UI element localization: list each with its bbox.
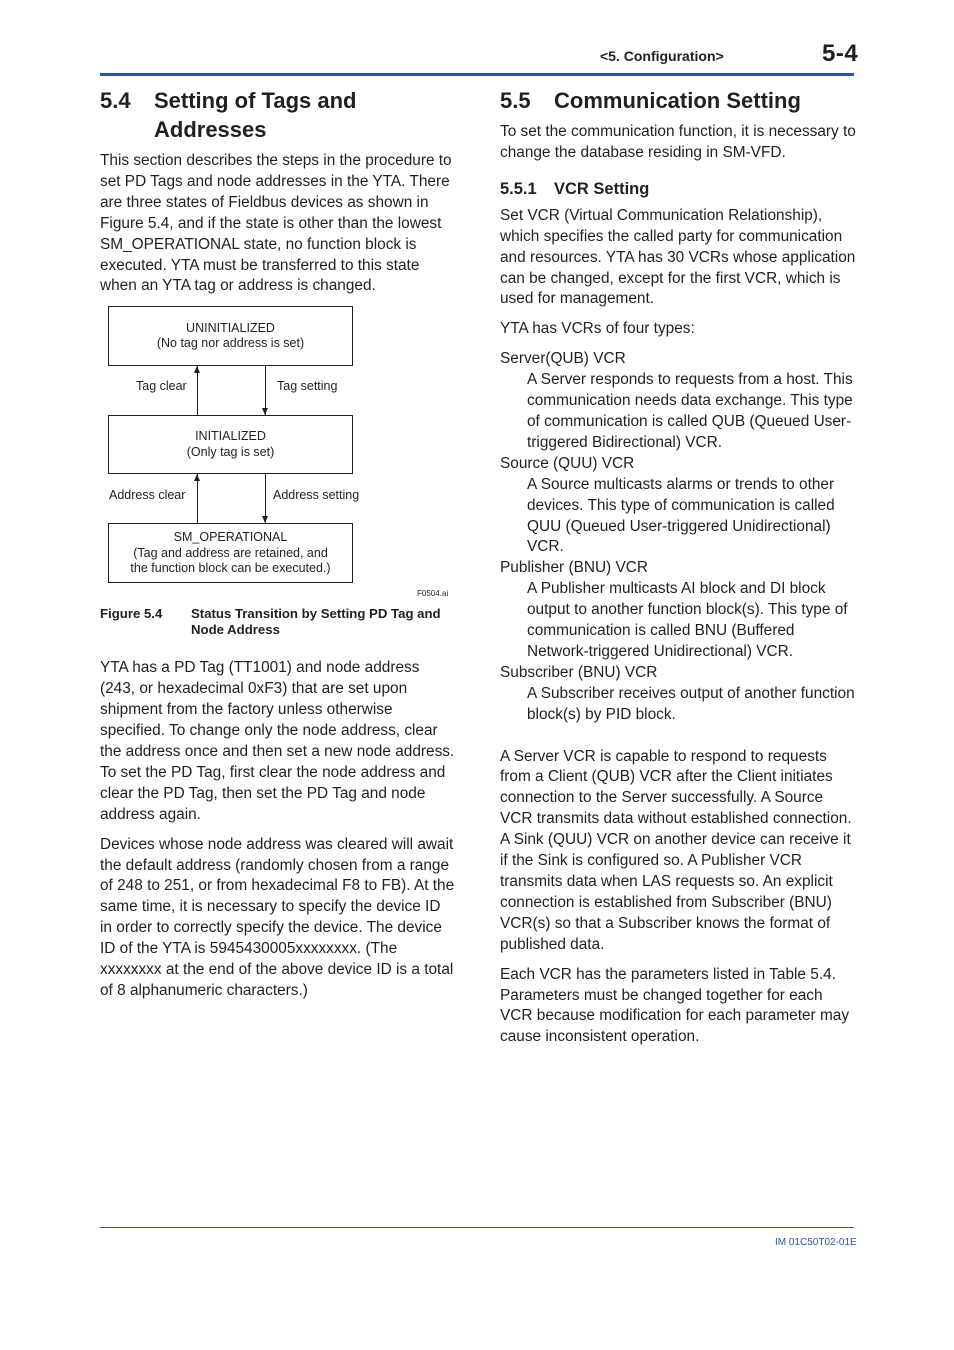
header-chapter: <5. Configuration> bbox=[600, 48, 724, 64]
header-page-number: 5-4 bbox=[822, 40, 859, 67]
tag-clear-arrow bbox=[194, 366, 200, 373]
subsection-title: VCR Setting bbox=[554, 179, 650, 198]
vcr-parameters-paragraph: Each VCR has the parameters listed in Table 5.4. Parameters must be changed together for each VCR because modification for each parameter may cause inconsistent operation. bbox=[500, 965, 850, 1046]
state-initialized-box bbox=[108, 415, 353, 474]
vcr-types-intro: YTA has VCRs of four types: bbox=[500, 320, 695, 338]
state-uninitialized-sub: (No tag nor address is set) bbox=[156, 336, 305, 351]
vcr-type-desc: A Subscriber receives output of another function block(s) by PID block. bbox=[527, 684, 855, 723]
left-column bbox=[100, 86, 456, 1011]
section-5-5-intro: To set the communication function, it is necessary to change the database residing in SM-VFD. bbox=[500, 123, 856, 161]
label-tag-setting: Tag setting bbox=[277, 379, 338, 394]
status-transition-figure bbox=[100, 306, 456, 599]
vcr-intro-paragraph: Set VCR (Virtual Communication Relationship), which specifies the called party for communication and resources. YTA has 30 VCRs whose application can be changed, except for the first VCR, which is used for management. bbox=[500, 206, 856, 308]
section-title: Communication Setting bbox=[554, 88, 801, 113]
state-sm-operational-sub2: the function block can be executed.) bbox=[130, 561, 331, 576]
section-number: 5.4 bbox=[100, 88, 131, 113]
subsection-5-5-1-heading bbox=[500, 178, 856, 200]
address-clear-arrow bbox=[194, 474, 200, 481]
state-sm-operational-title: SM_OPERATIONAL bbox=[173, 530, 288, 545]
section-5-4-intro: This section describes the steps in the procedure to set PD Tags and node addresses in the YTA. There are three states of Fieldbus devices as shown in Figure 5.4, and if the state is other than the lowest SM_OPERATIONAL state, no function block is executed. YTA must be transferred to this state when an YTA tag or address is changed. bbox=[100, 152, 452, 295]
subsection-number: 5.5.1 bbox=[500, 179, 537, 198]
address-clear-line bbox=[197, 474, 198, 523]
section-number: 5.5 bbox=[500, 88, 531, 113]
node-address-paragraph: Devices whose node address was cleared will await the default address (randomly chosen from a range of 248 to 251, or from hexadecimal F8 to FB). At the same time, it is necessary to specify the device ID in order to correctly specify the device. The device ID of the YTA is 5945430005xxxxxxxx. (The xxxxxxxx at the end of the above device ID is a total of 8 alphanumeric characters.) bbox=[100, 835, 455, 999]
state-initialized-sub: (Only tag is set) bbox=[186, 444, 275, 459]
vcr-type-desc: A Source multicasts alarms or trends to other devices. This type of communication is called QUU (Queued User-triggered Unidirectional) VCR. bbox=[527, 475, 835, 556]
tag-setting-arrow bbox=[262, 408, 268, 415]
vcr-types-list bbox=[500, 349, 856, 725]
figure-caption-text: Status Transition by Setting PD Tag and Node Address bbox=[191, 606, 441, 638]
state-sm-operational-box bbox=[108, 523, 353, 583]
label-address-setting: Address setting bbox=[273, 488, 360, 503]
section-5-5-heading bbox=[500, 86, 856, 115]
vcr-type-term: Publisher (BNU) VCR bbox=[500, 559, 648, 577]
state-uninitialized-box bbox=[108, 306, 353, 366]
figure-file-code: F0504.ai bbox=[417, 589, 449, 599]
right-column bbox=[500, 86, 856, 1057]
state-sm-operational-sub1: (Tag and address are retained, and bbox=[133, 545, 328, 560]
footer-doc-number: IM 01C50T02-01E bbox=[775, 1237, 857, 1248]
footer-rule bbox=[100, 1227, 854, 1228]
vcr-server-paragraph: A Server VCR is capable to respond to requests from a Client (QUB) VCR after the Client initiates connection to the Server successfully. A Source VCR transmits data without established connection. A Sink (QUU) VCR on another device can receive it if the Sink is configured so. A Publisher VCR transmits data when LAS requests so. An explicit connection is established from Subscriber (BNU) VCR(s) so that a Subscriber knows the format of published data. bbox=[500, 747, 852, 953]
figure-caption bbox=[100, 606, 456, 638]
tag-clear-line bbox=[197, 366, 198, 415]
spacer bbox=[500, 726, 856, 747]
vcr-type-desc: A Publisher multicasts AI block and DI block output to another function block(s). This type of communication is called BNU (Buffered Network-triggered Unidirectional) VCR. bbox=[527, 580, 848, 660]
label-address-clear: Address clear bbox=[109, 488, 186, 503]
pd-tag-paragraph: YTA has a PD Tag (TT1001) and node address (243, or hexadecimal 0xF3) that are set upon shipment from the factory unless otherwise specified. To change only the node address, clear the address once and then set a new node address. To set the PD Tag, first clear the node address and clear the PD Tag, then set the PD Tag and node address again. bbox=[100, 659, 455, 823]
state-uninitialized-title: UNINITIALIZED bbox=[186, 320, 275, 335]
state-initialized-title: INITIALIZED bbox=[195, 429, 266, 444]
label-tag-clear: Tag clear bbox=[136, 379, 187, 394]
vcr-type-term: Server(QUB) VCR bbox=[500, 350, 626, 368]
vcr-type-term: Subscriber (BNU) VCR bbox=[500, 663, 658, 681]
section-title: Setting of Tags and Addresses bbox=[154, 88, 357, 142]
figure-caption-number: Figure 5.4 bbox=[100, 606, 163, 622]
section-5-4-heading bbox=[100, 86, 456, 144]
address-setting-arrow bbox=[262, 516, 268, 523]
header-rule bbox=[100, 73, 854, 76]
vcr-type-desc: A Server responds to requests from a host. This communication needs data exchange. This type of communication is called QUB (Queued User-triggered Bidirectional) VCR. bbox=[527, 371, 853, 451]
vcr-type-term: Source (QUU) VCR bbox=[500, 454, 635, 472]
